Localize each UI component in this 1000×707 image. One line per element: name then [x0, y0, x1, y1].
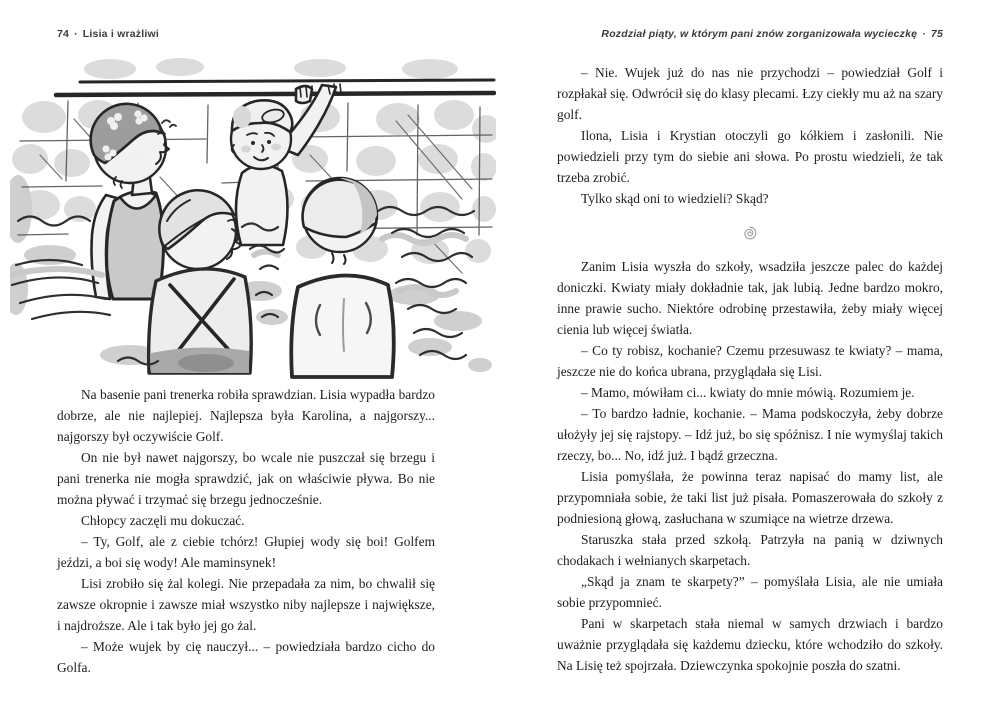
- paragraph: – Mamo, mówiłam ci... kwiaty do mnie mówią. Rozumiem je.: [581, 385, 915, 400]
- paragraph: „Skąd ja znam te skarpety?” – pomyślała Lisia, ale nie umiała sobie przypomnieć.: [557, 574, 943, 610]
- paragraph: Na basenie pani trenerka robiła sprawdzian. Lisia wypadła bardzo dobrze, ale nie najlepiej. Najlepsza była Karolina, a najgorszy... najgorszy był oczywiście Golf.: [57, 387, 435, 444]
- paragraph: – Co ty robisz, kochanie? Czemu przesuwasz te kwiaty? – mama, jeszcze nie do końca ubrana, przyglądała się Lisi.: [557, 343, 943, 379]
- pool-scene-illustration: [10, 58, 496, 382]
- paragraph: – To bardzo ładnie, kochanie. – Mama podskoczyła, żeby dobrze ułożyły jej się rajstopy. – Idź już, bo się spóźnisz. I nie wymyślaj takich rzeczy, bo... No, idź już. I bądź grzeczna.: [557, 406, 943, 463]
- right-page-number: 75: [930, 28, 943, 40]
- paragraph: On nie był nawet najgorszy, bo wcale nie puszczał się brzegu i pani trenerka nie mogła sprawdzić, jak on właściwie pływa. Bo nie można pływać i trzymać się brzegu jednocześnie.: [57, 450, 435, 507]
- pool-edge: [56, 80, 494, 95]
- left-running-head: [57, 28, 159, 40]
- right-page: [500, 0, 1000, 707]
- paragraph: Staruszka stała przed szkołą. Patrzyła na panią w dziwnych chodakach i wełnianych skarpetach.: [557, 532, 943, 568]
- spiral-icon: [742, 225, 758, 241]
- paragraph: Pani w skarpetach stała niemal w samych drzwiach i bardzo uważnie przyglądała się każdemu dziecku, które wchodziło do szkoły. Na Lisię też spojrzała. Dziewczynka spokojnie poszła do szatni.: [557, 616, 943, 673]
- paragraph: Tylko skąd oni to wiedzieli? Skąd?: [581, 191, 769, 206]
- paragraph: Lisia pomyślała, że powinna teraz napisać do mamy list, ale przypomniała sobie, że taki list już pisała. Pomaszerowała do szkoły z podniesioną głową, zasłuchana w szumiące na wietrze drzewa.: [557, 469, 943, 526]
- right-running-head: [601, 28, 943, 40]
- left-running-title: Lisia i wrażliwi: [82, 28, 159, 40]
- illustration-girl-left: [91, 104, 176, 299]
- paragraph: – Nie. Wujek już do nas nie przychodzi – powiedział Golf i rozpłakał się. Odwrócił się do klasy plecami. Łzy ciekły mu aż na szary golf.: [557, 65, 943, 122]
- paragraph: – Ty, Golf, ale z ciebie tchórz! Głupiej wody się boi! Golfem jeździ, a boi się wody! Ale maminsynek!: [57, 534, 435, 570]
- paragraph: Ilona, Lisia i Krystian otoczyli go kółkiem i zasłonili. Nie powiedzieli przy tym do siebie ani słowa. Po prostu wiedzieli, że tak trzeba zrobić.: [557, 128, 943, 185]
- paragraph: – Może wujek by cię nauczył... – powiedziała bardzo cicho do Golfa.: [57, 639, 435, 675]
- section-break-ornament: [557, 225, 943, 241]
- paragraph: Zanim Lisia wyszła do szkoły, wsadziła jeszcze palec do każdej doniczki. Kwiaty miały dokładnie tak, jak lubią. Jedne bardzo mokro, inne prawie sucho. Niektóre odrobinę przestawiła, żeby miały więcej cienia lub więcej światła.: [557, 259, 943, 337]
- left-page-number: 74: [57, 28, 70, 40]
- paragraph: Lisi zrobiło się żal kolegi. Nie przepadała za nim, bo chwalił się zawsze okropnie i zawsze miał wszystko niby najlepsze i największe, i najdroższe. Ale i tak było jej go żal.: [57, 576, 435, 633]
- running-head-separator: ·: [74, 28, 78, 40]
- running-head-separator: ·: [922, 28, 926, 40]
- right-page-text: [557, 62, 943, 676]
- pool-scene-svg: [10, 58, 496, 382]
- paragraph: Chłopcy zaczęli mu dokuczać.: [81, 513, 245, 528]
- left-page-text: [57, 384, 435, 678]
- right-running-title: Rozdział piąty, w którym pani znów zorganizowała wycieczkę: [601, 28, 918, 40]
